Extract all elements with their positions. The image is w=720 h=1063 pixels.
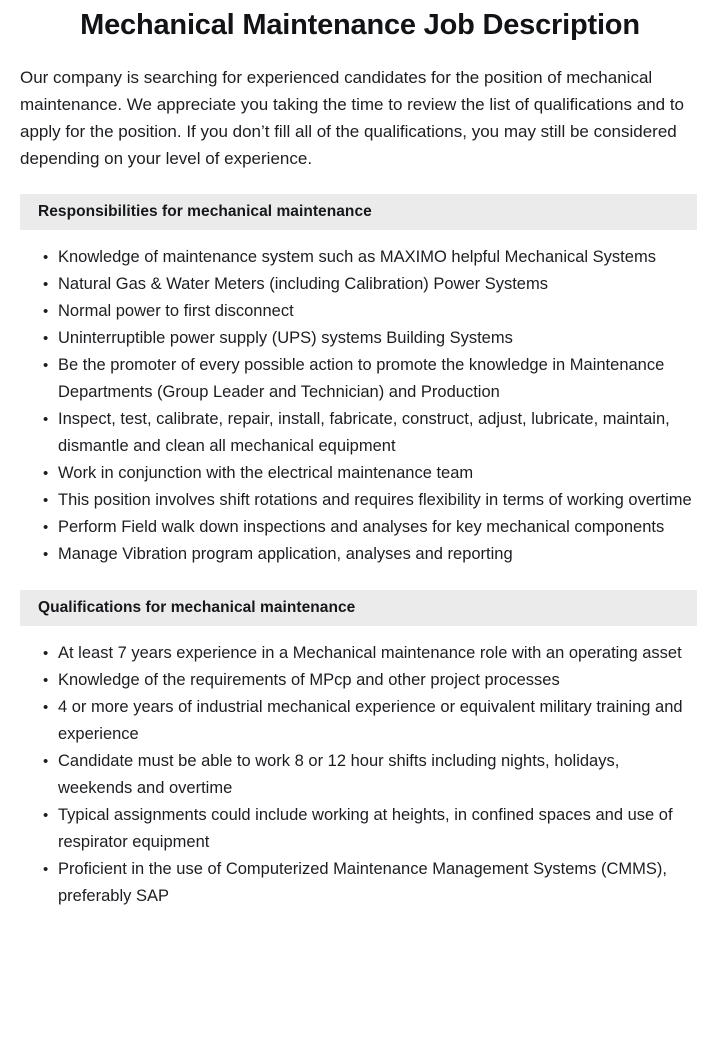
section-heading-label: Responsibilities for mechanical maintenance xyxy=(38,203,372,220)
list-item: • 4 or more years of industrial mechanical experience or equivalent military training and experience xyxy=(43,694,698,748)
list-item: • Normal power to first disconnect xyxy=(43,298,698,325)
list-item: • Candidate must be able to work 8 or 12 hour shifts including nights, holidays, weekends and overtime xyxy=(43,748,698,802)
list-item: • Inspect, test, calibrate, repair, install, fabricate, construct, adjust, lubricate, maintain, dismantle and clean all mechanical equipment xyxy=(43,406,698,460)
section-heading-label: Qualifications for mechanical maintenance xyxy=(38,599,356,616)
list-item: • Perform Field walk down inspections and analyses for key mechanical components xyxy=(43,514,698,541)
list-item: • Natural Gas & Water Meters (including Calibration) Power Systems xyxy=(43,271,698,298)
section-header-qualifications xyxy=(20,590,697,626)
qualifications-list xyxy=(0,640,720,910)
list-item: • Work in conjunction with the electrical maintenance team xyxy=(43,460,698,487)
section-qualifications xyxy=(0,590,720,910)
list-item: • Typical assignments could include working at heights, in confined spaces and use of respirator equipment xyxy=(43,802,698,856)
job-description-page xyxy=(0,6,720,910)
list-item: • Uninterruptible power supply (UPS) systems Building Systems xyxy=(43,325,698,352)
intro-paragraph: Our company is searching for experienced candidates for the position of mechanical maintenance. We appreciate you taking the time to review the list of qualifications and to apply for the position. If you don’t fill all of the qualifications, you may still be considered depending on your level of experience. xyxy=(20,68,685,168)
list-item: • Be the promoter of every possible action to promote the knowledge in Maintenance Departments (Group Leader and Technician) and Production xyxy=(43,352,698,406)
list-item: • Manage Vibration program application, analyses and reporting xyxy=(43,541,698,568)
section-responsibilities xyxy=(0,194,720,568)
list-item: • Knowledge of maintenance system such as MAXIMO helpful Mechanical Systems xyxy=(43,244,698,271)
section-header-responsibilities xyxy=(20,194,697,230)
responsibilities-list xyxy=(0,244,720,568)
page-title: Mechanical Maintenance Job Description xyxy=(80,9,640,41)
list-item: • This position involves shift rotations and requires flexibility in terms of working overtime xyxy=(43,487,698,514)
list-item: • Knowledge of the requirements of MPcp and other project processes xyxy=(43,667,698,694)
list-item: • Proficient in the use of Computerized Maintenance Management Systems (CMMS), preferably SAP xyxy=(43,856,698,910)
list-item: • At least 7 years experience in a Mechanical maintenance role with an operating asset xyxy=(43,640,698,667)
